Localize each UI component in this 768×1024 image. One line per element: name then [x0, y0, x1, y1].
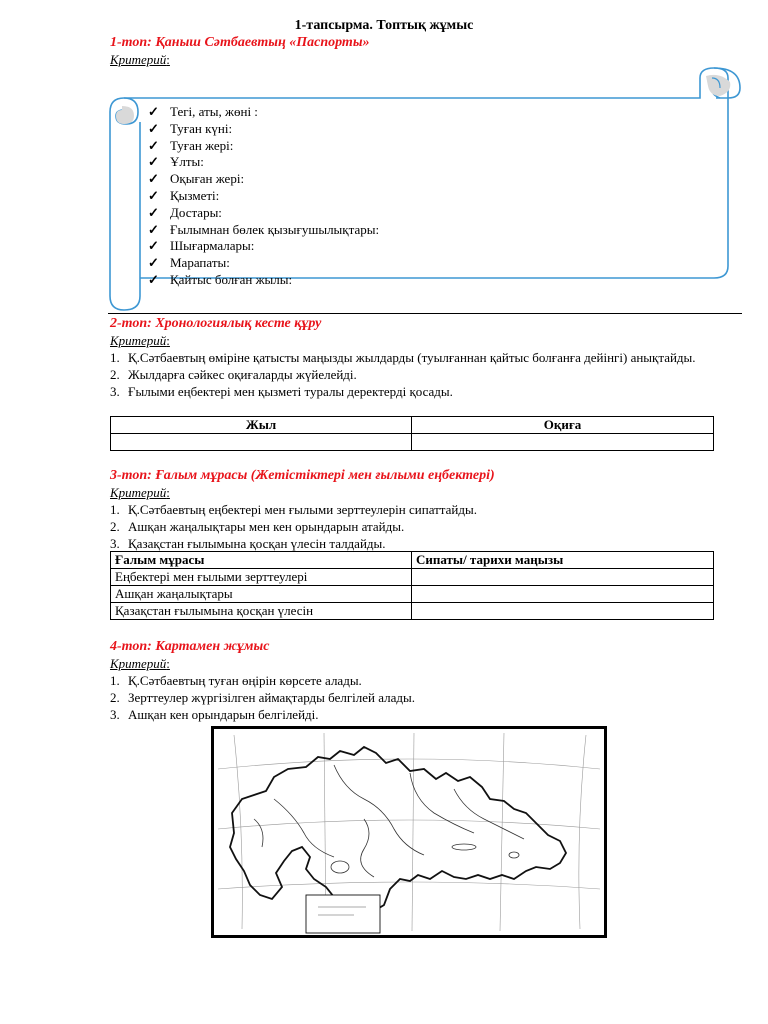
- checkmark-icon: ✓: [148, 154, 159, 170]
- legacy-row-label: Еңбектері мен ғылыми зерттеулері: [111, 569, 412, 586]
- section-divider: [108, 313, 742, 314]
- significance-cell[interactable]: [412, 569, 714, 586]
- list-item: ✓ Ұлты:: [148, 154, 204, 170]
- criteria-item: 1. Қ.Сәтбаевтың туған өңірін көрсете алады.: [110, 673, 362, 688]
- checkmark-icon: ✓: [148, 120, 159, 136]
- criteria-item: 3. Ашқан кен орындарын белгілейді.: [110, 707, 319, 722]
- criteria-item: 3. Ғылыми еңбектері мен қызметі туралы деректерді қосады.: [110, 384, 453, 399]
- checkmark-icon: ✓: [148, 221, 159, 237]
- group4-criteria-list: [110, 672, 720, 723]
- passport-field-list: [148, 104, 708, 287]
- legacy-row-label: Қазақстан ғылымына қосқан үлесін: [111, 603, 412, 620]
- table-row: [111, 569, 714, 586]
- checkmark-icon: ✓: [148, 271, 159, 287]
- legacy-table: [110, 551, 714, 620]
- list-item: ✓ Туған күні:: [148, 120, 233, 136]
- column-header-significance: Сипаты/ тарихи маңызы: [412, 552, 714, 569]
- page-title: 1-тапсырма. Топтық жұмыс: [294, 18, 474, 33]
- criteria-item: 3. Қазақстан ғылымына қосқан үлесін талдайды.: [110, 536, 386, 551]
- criteria-item: 1. Қ.Сәтбаевтың еңбектері мен ғылыми зерттеулерін сипаттайды.: [110, 502, 477, 517]
- group4-criteria-label: Критерий:: [110, 656, 170, 671]
- column-header-event: Оқиға: [412, 417, 714, 434]
- chronology-table: [110, 416, 714, 451]
- kazakhstan-outline-map-icon: [214, 729, 604, 935]
- group3-heading: 3-топ: Ғалым мұрасы (Жетістіктері мен ғылыми еңбектері): [110, 468, 495, 483]
- criteria-item: 1. Қ.Сәтбаевтың өміріне қатысты маңызды жылдарды (туылғаннан қайтыс болғанға дейінгі) анықтайды.: [110, 350, 696, 365]
- checkmark-icon: ✓: [148, 255, 159, 271]
- criteria-item: 2. Зерттеулер жүргізілген аймақтарды белгілей алады.: [110, 690, 415, 705]
- column-header-legacy: Ғалым мұрасы: [111, 552, 412, 569]
- list-item: ✓ Ғылымнан бөлек қызығушылықтары:: [148, 221, 380, 237]
- group2-heading: 2-топ: Хронологиялық кесте құру: [110, 316, 322, 331]
- list-item: ✓ Шығармалары:: [148, 238, 255, 254]
- criteria-item: 2. Жылдарға сәйкес оқиғаларды жүйелейді.: [110, 367, 357, 382]
- kazakhstan-map[interactable]: [211, 726, 607, 938]
- table-row: [111, 434, 714, 451]
- significance-cell[interactable]: [412, 603, 714, 620]
- list-item: ✓ Туған жері:: [148, 137, 234, 153]
- checkmark-icon: ✓: [148, 104, 159, 119]
- group1-heading: 1-топ: Қаныш Сәтбаевтың «Паспорты»: [110, 35, 370, 50]
- table-header-row: [111, 417, 714, 434]
- year-cell[interactable]: [111, 434, 412, 451]
- group2-criteria-label: Критерий:: [110, 333, 170, 348]
- group1-criteria-label: Критерий:: [110, 52, 170, 67]
- group4-heading: 4-топ: Картамен жұмыс: [110, 639, 270, 654]
- table-header-row: [111, 552, 714, 569]
- checkmark-icon: ✓: [148, 204, 159, 220]
- list-item: ✓ Достары:: [148, 204, 222, 220]
- group3-criteria-list: [110, 501, 720, 552]
- checkmark-icon: ✓: [148, 171, 159, 187]
- list-item: ✓ Тегі, аты, жөні :: [148, 104, 258, 119]
- group3-criteria-label: Критерий:: [110, 485, 170, 500]
- legacy-row-label: Ашқан жаңалықтары: [111, 586, 412, 603]
- checkmark-icon: ✓: [148, 238, 159, 254]
- list-item: ✓ Оқыған жері:: [148, 171, 245, 187]
- criteria-item: 2. Ашқан жаңалықтары мен кен орындарын атайды.: [110, 519, 405, 534]
- table-row: [111, 586, 714, 603]
- list-item: ✓ Марапаты:: [148, 255, 230, 271]
- checkmark-icon: ✓: [148, 187, 159, 203]
- checkmark-icon: ✓: [148, 137, 159, 153]
- list-item: ✓ Қайтыс болған жылы:: [148, 271, 293, 287]
- significance-cell[interactable]: [412, 586, 714, 603]
- table-row: [111, 603, 714, 620]
- column-header-year: Жыл: [111, 417, 412, 434]
- list-item: ✓ Қызметі:: [148, 187, 220, 203]
- group2-criteria-list: [110, 349, 710, 400]
- event-cell[interactable]: [412, 434, 714, 451]
